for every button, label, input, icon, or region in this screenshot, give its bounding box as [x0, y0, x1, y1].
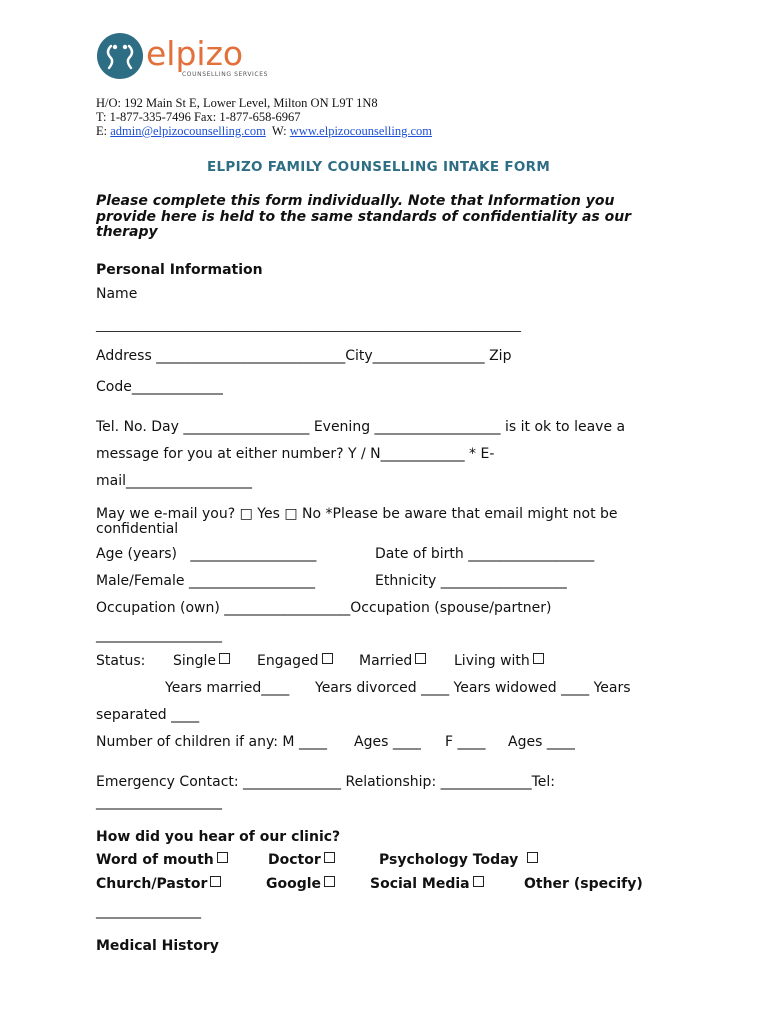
- website-link[interactable]: www.elpizocounselling.com: [289, 124, 432, 138]
- checkbox-icon[interactable]: [527, 852, 538, 863]
- name-field-line[interactable]: ____________________________________________________________________: [96, 317, 521, 332]
- dob-field[interactable]: Date of birth __________________: [375, 546, 595, 562]
- checkbox-icon[interactable]: [415, 653, 426, 664]
- personal-info-heading: Personal Information: [96, 262, 263, 278]
- age-field[interactable]: Age (years) __________________: [96, 546, 317, 562]
- logo-mark-icon: [96, 32, 144, 80]
- logo: [96, 32, 266, 82]
- instructions-line-3: therapy: [96, 224, 158, 240]
- checkbox-icon[interactable]: [324, 852, 335, 863]
- years-divorced-widowed-field[interactable]: Years divorced ____ Years widowed ____ Years: [315, 680, 631, 696]
- instructions-line-2: provide here is held to the same standards of confidentiality as our: [96, 209, 632, 225]
- email-label: E:: [96, 124, 111, 138]
- children-f-field[interactable]: F ____: [445, 734, 486, 750]
- medical-history-heading: Medical History: [96, 938, 219, 954]
- referral-word-of-mouth-label: Word of mouth: [96, 852, 214, 868]
- contact-phone-fax: T: 1-877-335-7496 Fax: 1-877-658-6967: [96, 110, 301, 124]
- status-engaged[interactable]: [257, 653, 333, 669]
- referral-church[interactable]: [96, 876, 221, 892]
- status-married-label: Married: [359, 653, 413, 669]
- referral-church-label: Church/Pastor: [96, 876, 208, 892]
- status-single[interactable]: [173, 653, 230, 669]
- referral-word-of-mouth[interactable]: [96, 852, 228, 868]
- logo-subtitle: COUNSELLING SERVICES: [182, 71, 268, 78]
- occupation-field[interactable]: Occupation (own) __________________Occupation (spouse/partner): [96, 600, 552, 616]
- children-m-field[interactable]: Number of children if any: M ____: [96, 734, 327, 750]
- years-separated-field[interactable]: separated ____: [96, 707, 200, 723]
- checkbox-icon[interactable]: [219, 653, 230, 664]
- email-consent-question[interactable]: May we e-mail you? □ Yes □ No *Please be aware that email might not be: [96, 506, 618, 522]
- ethnicity-field[interactable]: Ethnicity __________________: [375, 573, 567, 589]
- children-m-ages-field[interactable]: Ages ____: [354, 734, 421, 750]
- form-title: ELPIZO FAMILY COUNSELLING INTAKE FORM: [207, 159, 551, 175]
- referral-psychology-today[interactable]: [379, 852, 538, 868]
- emergency-tel-line[interactable]: __________________: [96, 794, 222, 810]
- email-field-line[interactable]: mail__________________: [96, 473, 252, 489]
- referral-psychology-today-label: Psychology Today: [379, 852, 519, 868]
- referral-other[interactable]: Other (specify): [524, 876, 643, 892]
- status-single-label: Single: [173, 653, 217, 669]
- referral-doctor[interactable]: [268, 852, 335, 868]
- checkbox-icon[interactable]: [533, 653, 544, 664]
- occupation-spouse-line[interactable]: __________________: [96, 627, 222, 643]
- name-label: Name: [96, 286, 138, 302]
- gender-field[interactable]: Male/Female __________________: [96, 573, 315, 589]
- years-married-field[interactable]: Years married____: [165, 680, 290, 696]
- contact-address: H/O: 192 Main St E, Lower Level, Milton ON L9T 1N8: [96, 96, 378, 110]
- checkbox-icon[interactable]: [473, 876, 484, 887]
- address-city-zip-line[interactable]: Address ___________________________City________________ Zip: [96, 348, 512, 364]
- checkbox-icon[interactable]: [217, 852, 228, 863]
- telephone-line[interactable]: Tel. No. Day __________________ Evening __________________ is it ok to leave a: [96, 419, 626, 435]
- status-living-with-label: Living with: [454, 653, 530, 669]
- referral-heading: How did you hear of our clinic?: [96, 829, 341, 845]
- status-label: Status:: [96, 653, 146, 669]
- referral-doctor-label: Doctor: [268, 852, 321, 868]
- referral-google-label: Google: [266, 876, 322, 892]
- contact-email-web: [96, 124, 432, 138]
- status-living-with[interactable]: [454, 653, 544, 669]
- referral-social-media[interactable]: [370, 876, 484, 892]
- referral-social-media-label: Social Media: [370, 876, 470, 892]
- email-link[interactable]: admin@elpizocounselling.com: [110, 124, 266, 138]
- status-married[interactable]: [359, 653, 426, 669]
- children-f-ages-field[interactable]: Ages ____: [508, 734, 575, 750]
- message-consent-line[interactable]: message for you at either number? Y / N____________ * E-: [96, 446, 495, 462]
- status-engaged-label: Engaged: [257, 653, 319, 669]
- checkbox-icon[interactable]: [322, 653, 333, 664]
- checkbox-icon[interactable]: [210, 876, 221, 887]
- referral-google[interactable]: [266, 876, 335, 892]
- checkbox-icon[interactable]: [324, 876, 335, 887]
- logo-wordmark: elpizo: [146, 34, 244, 73]
- web-label: W:: [265, 124, 290, 138]
- referral-other-line[interactable]: _______________: [96, 903, 201, 919]
- instructions-line-1: Please complete this form individually. Note that Information you: [96, 193, 615, 209]
- postal-code-line[interactable]: Code_____________: [96, 379, 223, 395]
- emergency-contact-field[interactable]: Emergency Contact: ______________ Relationship: _____________Tel:: [96, 774, 555, 790]
- email-consent-question-cont: confidential: [96, 521, 179, 537]
